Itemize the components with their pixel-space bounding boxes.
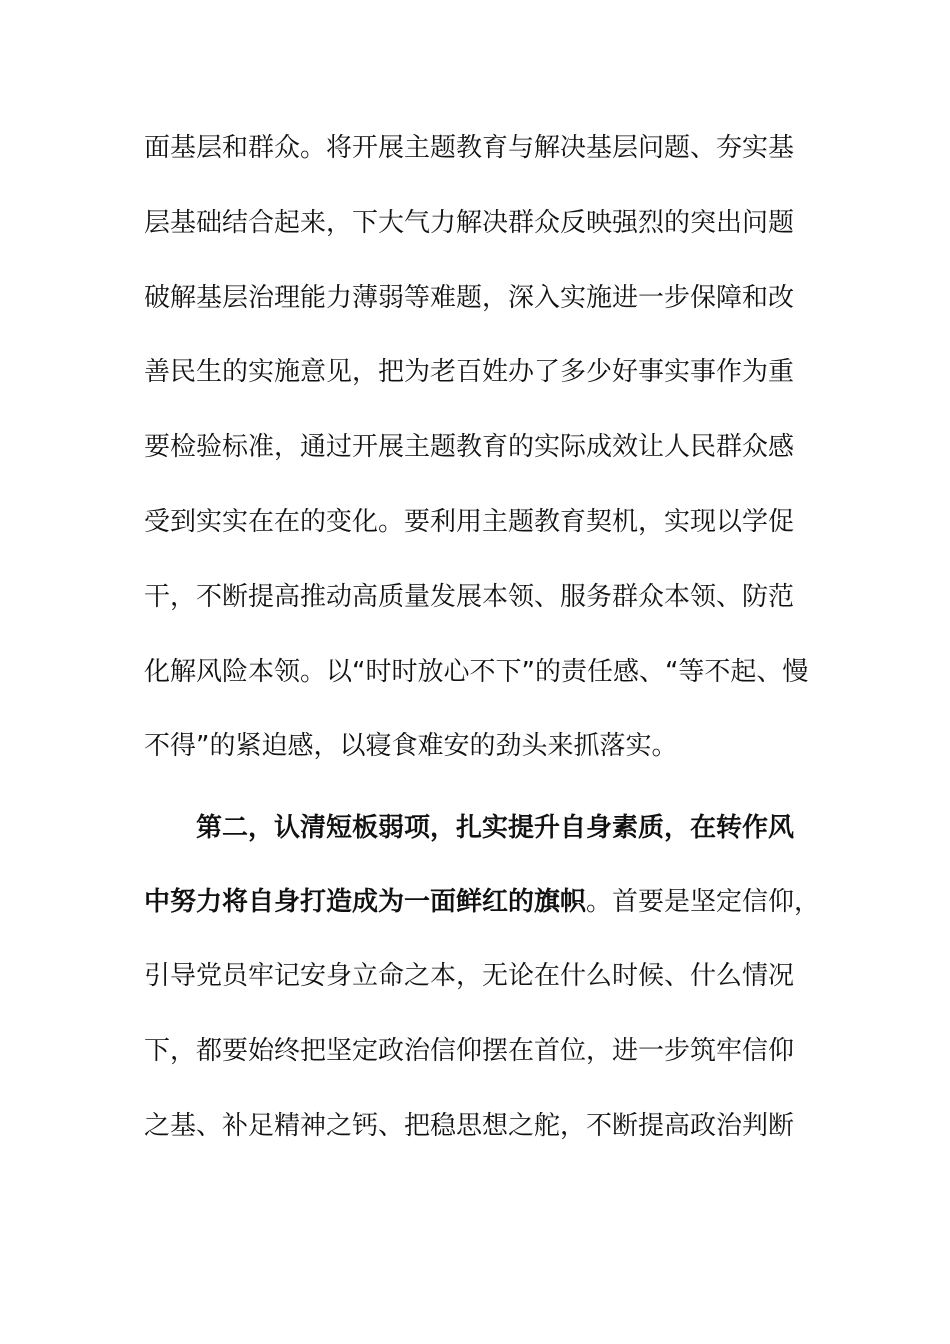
text-line: 引导党员牢记安身立命之本，无论在什么时候、什么情况: [144, 961, 795, 991]
text-line: 化解风险本领。以“时时放心不下”的责任感、“等不起、慢: [144, 657, 809, 687]
text-line: 下，都要始终把坚定政治信仰摆在首位，进一步筑牢信仰: [144, 1036, 795, 1066]
text-line: 面基层和群众。将开展主题教育与解决基层问题、夯实基: [144, 133, 795, 163]
text-line: 干，不断提高推动高质量发展本领、服务群众本领、防范: [144, 582, 795, 612]
text-line: 之基、补足精神之钙、把稳思想之舵，不断提高政治判断: [144, 1111, 795, 1141]
text-line: 善民生的实施意见，把为老百姓办了多少好事实事作为重: [144, 357, 795, 387]
text-line: 受到实实在在的变化。要利用主题教育契机，实现以学促: [144, 507, 795, 537]
text-line: 破解基层治理能力薄弱等难题，深入实施进一步保障和改: [144, 283, 795, 313]
text-run: 。首要是坚定信仰，: [586, 887, 821, 917]
section-heading-line: 第二，认清短板弱项，扎实提升自身素质，在转作风: [196, 813, 795, 843]
text-line: 不得”的紧迫感，以寝食难安的劲头来抓落实。: [144, 731, 678, 761]
section-heading-continuation: 中努力将自身打造成为一面鲜红的旗帜: [144, 887, 587, 917]
text-line: 要检验标准，通过开展主题教育的实际成效让人民群众感: [144, 432, 795, 462]
text-line: 层基础结合起来，下大气力解决群众反映强烈的突出问题: [144, 208, 795, 238]
mixed-text-line: [144, 882, 820, 922]
